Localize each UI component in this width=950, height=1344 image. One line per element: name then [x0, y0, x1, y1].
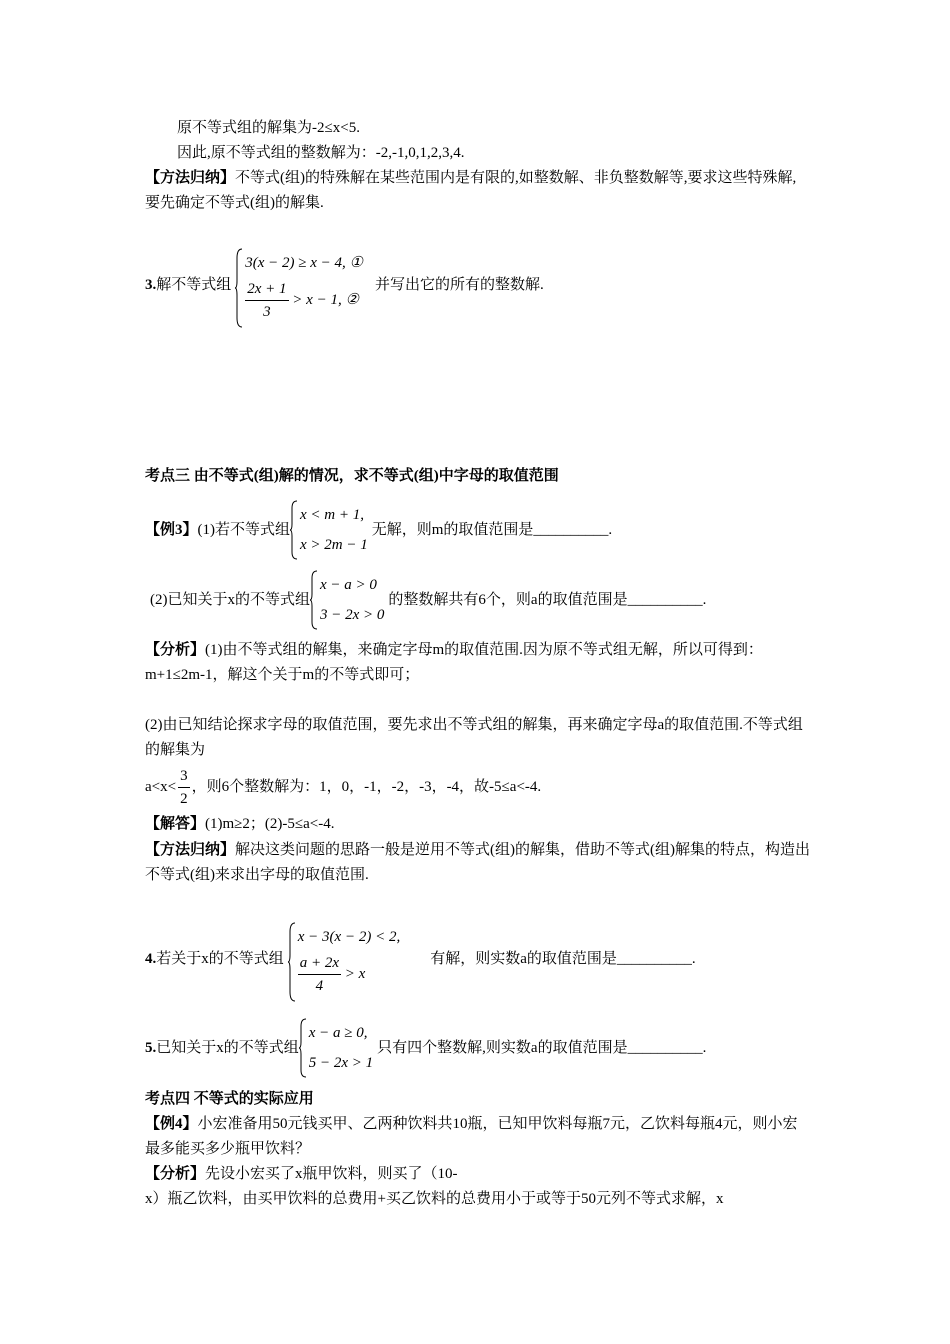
solution-line-1: 原不等式组的解集为-2≤x<5. — [177, 120, 360, 136]
inequality-system: x < m + 1, x > 2m − 1 — [290, 500, 368, 560]
inequality-system: x − a ≥ 0, 5 − 2x > 1 — [299, 1018, 373, 1078]
method-summary-1 — [145, 166, 810, 216]
fraction: $\frac{2x + 1}{3}$ — [245, 278, 288, 323]
analysis-4-line-2: x）瓶乙饮料，由买甲饮料的总费用+买乙饮料的总费用小于或等于50元列不等式求解，x — [145, 1191, 724, 1207]
example-tag: 【例4】 — [145, 1116, 198, 1132]
method-tag: 【方法归纳】 — [145, 170, 236, 186]
fraction: $\frac{3}{2}$ — [178, 765, 190, 810]
method-tag: 【方法归纳】 — [145, 842, 236, 858]
question-5: 5. 已知关于x的不等式组 x − a ≥ 0, 5 − 2x > 1 只有四个整数解,则实数a的取值范围是__________. — [145, 1018, 810, 1078]
inequality-system — [235, 248, 363, 323]
system-row-1: 3(x − 2) ≥ x − 4, ① — [245, 255, 363, 271]
fraction: $\frac{a + 2x}{4}$ — [298, 952, 341, 997]
brace-icon — [288, 922, 296, 1002]
example-tag: 【例3】 — [145, 521, 198, 538]
section-title-4: 考点四 不等式的实际应用 — [145, 1091, 314, 1107]
section-title-3: 考点三 由不等式(组)解的情况，求不等式(组)中字母的取值范围 — [145, 468, 559, 484]
question-prefix: 解不等式组 — [156, 277, 232, 293]
example-4: 【例4】小宏准备用50元钱买甲、乙两种饮料共10瓶，已知甲饮料每瓶7元，乙饮料每瓶4元，则小宏最多能买多少瓶甲饮料？ — [145, 1116, 798, 1157]
inequality-system: x − 3(x − 2) < 2, $\frac{a + 2x}{4}$ > x — [288, 922, 400, 997]
brace-icon — [235, 248, 243, 328]
answer-3: 【解答】(1)m≥2；(2)-5≤a<-4. — [145, 816, 335, 832]
question-number: 5. — [145, 1039, 157, 1056]
question-suffix: 并写出它的所有的整数解. — [375, 277, 544, 293]
example-3-part-1: 【例3】 (1)若不等式组 x < m + 1, x > 2m − 1 无解，则m的取值范围是__________. — [145, 500, 810, 560]
method-summary-3: 【方法归纳】解决这类问题的思路一般是逆用不等式(组)的解集，借助不等式(组)解集的特点，构造出不等式(组)来求出字母的取值范围. — [145, 842, 811, 883]
brace-icon — [290, 500, 298, 560]
question-number: 4. — [145, 951, 157, 967]
example-3-part-2: (2)已知关于x的不等式组 x − a > 0 3 − 2x > 0 的整数解共有6个，则a的取值范围是__________. — [150, 570, 815, 630]
analysis-4-line-1: 【分析】先设小宏买了x瓶甲饮料，则买了（10- — [145, 1166, 458, 1182]
analysis-tag: 【分析】 — [145, 642, 206, 658]
question-3 — [145, 248, 810, 323]
question-4: 4. 若关于x的不等式组 x − 3(x − 2) < 2, $\frac{a + 2x}{4}$ > x 有解，则实数a的取值范围是__________. — [145, 922, 810, 997]
analysis-tag: 【分析】 — [145, 1166, 206, 1182]
analysis-3-part-2: (2)由已知结论探求字母的取值范围，要先求出不等式组的解集，再来确定字母a的取值范围.不等式组的解集为 — [145, 717, 803, 758]
brace-icon — [299, 1018, 307, 1078]
analysis-3-part-3: a<x< $\frac{3}{2}$ ，则6个整数解为：1，0，-1，-2，-3，-4，故-5≤a<-4. — [145, 765, 810, 810]
solution-line-2: 因此,原不等式组的整数解为：-2,-1,0,1,2,3,4. — [177, 145, 465, 161]
system-row-2: $\frac{2x + 1}{3}$ > x − 1, ② — [245, 278, 363, 323]
analysis-3-part-1: 【分析】(1)由不等式组的解集，来确定字母m的取值范围.因为原不等式组无解，所以可得到：m+1≤2m-1，解这个关于m的不等式即可； — [145, 642, 763, 683]
inequality-system: x − a > 0 3 − 2x > 0 — [310, 570, 384, 630]
question-number: 3. — [145, 277, 157, 293]
method-text: 不等式(组)的特殊解在某些范围内是有限的,如整数解、非负整数解等,要求这些特殊解,要先确定不等式(组)的解集. — [145, 170, 797, 211]
answer-tag: 【解答】 — [145, 816, 206, 832]
brace-icon — [310, 570, 318, 630]
